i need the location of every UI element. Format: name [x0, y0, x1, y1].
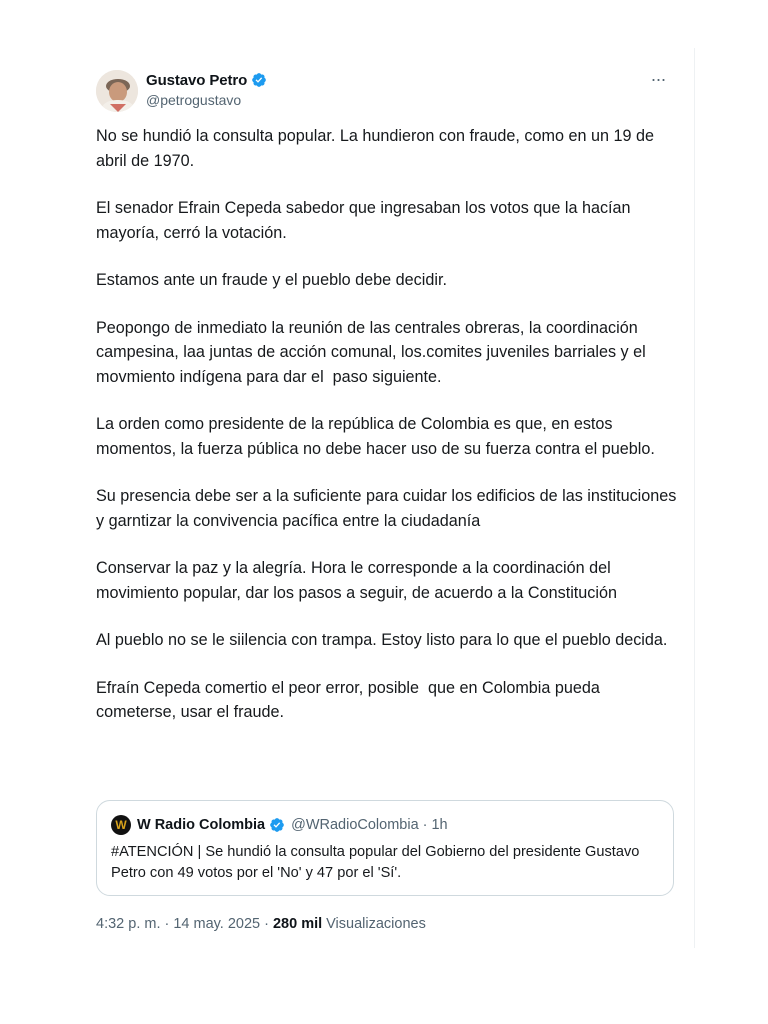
tweet-paragraph: Al pueblo no se le siilencia con trampa. Estoy listo para lo que el pueblo decida.: [96, 631, 668, 649]
tweet-paragraph: La orden como presidente de la república de Colombia es que, en estos momentos, la fuerza pública no debe hacer uso de su fuerza contra el pueblo.: [96, 415, 655, 458]
tweet-text: [96, 124, 681, 748]
display-name[interactable]: Gustavo Petro: [146, 71, 248, 89]
avatar[interactable]: [96, 70, 138, 112]
tweet-time[interactable]: 4:32 p. m.: [96, 916, 161, 932]
quoted-handle[interactable]: @WRadioColombia: [291, 817, 419, 833]
views-label[interactable]: Visualizaciones: [326, 916, 426, 932]
tweet-paragraph: Estamos ante un fraude y el pueblo debe decidir.: [96, 271, 447, 289]
verified-badge-icon: [269, 817, 285, 833]
quoted-display-name[interactable]: W Radio Colombia: [137, 817, 266, 833]
handle[interactable]: @petrogustavo: [146, 92, 242, 108]
tweet-paragraph: Su presencia debe ser a la suficiente para cuidar los edificios de las instituciones y garntizar la convivencia pacífica entre la ciudadanía: [96, 487, 681, 530]
verified-badge-icon: [251, 72, 267, 88]
author-block: [146, 70, 267, 108]
tweet-paragraph: No se hundió la consulta popular. La hundieron con fraude, como en un 19 de abril de 1970.: [96, 127, 659, 170]
more-options-button[interactable]: ···: [650, 69, 666, 89]
quoted-tweet-text: #ATENCIÓN | Se hundió la consulta popular del Gobierno del presidente Gustavo Petro con 49 votos por el 'No' y 47 por el 'Sí'.: [111, 844, 640, 881]
tweet-paragraph: El senador Efrain Cepeda sabedor que ingresaban los votos que la hacían mayoría, cerró la votación.: [96, 199, 636, 242]
tweet-paragraph: Efraín Cepeda comertio el peor error, posible que en Colombia pueda cometerse, usar el fraude.: [96, 678, 605, 721]
tweet-meta: [96, 916, 426, 932]
display-name-row: [146, 70, 267, 90]
quoted-timestamp[interactable]: 1h: [431, 817, 448, 833]
quoted-avatar[interactable]: W: [111, 815, 131, 835]
tweet-header: [96, 68, 676, 112]
separator-dot: ·: [164, 916, 170, 932]
tweet-card: [78, 48, 695, 948]
views-count[interactable]: 280 mil: [272, 916, 323, 932]
quoted-tweet[interactable]: [96, 800, 674, 896]
tweet-paragraph: Conservar la paz y la alegría. Hora le corresponde a la coordinación del movimiento popular, dar los pasos a seguir, de acuerdo a la Constitución: [96, 559, 618, 602]
avatar-image: [96, 70, 138, 112]
tweet-date[interactable]: 14 may. 2025: [173, 916, 261, 932]
separator-dot: ·: [422, 817, 428, 833]
tweet-paragraph: Peopongo de inmediato la reunión de las centrales obreras, la coordinación campesina, laa juntas de acción comunal, los.comites juveniles barriales y el movmiento indígena para dar el paso siguiente.: [96, 318, 651, 386]
quoted-tweet-header: [111, 814, 448, 836]
separator-dot: ·: [264, 916, 269, 932]
